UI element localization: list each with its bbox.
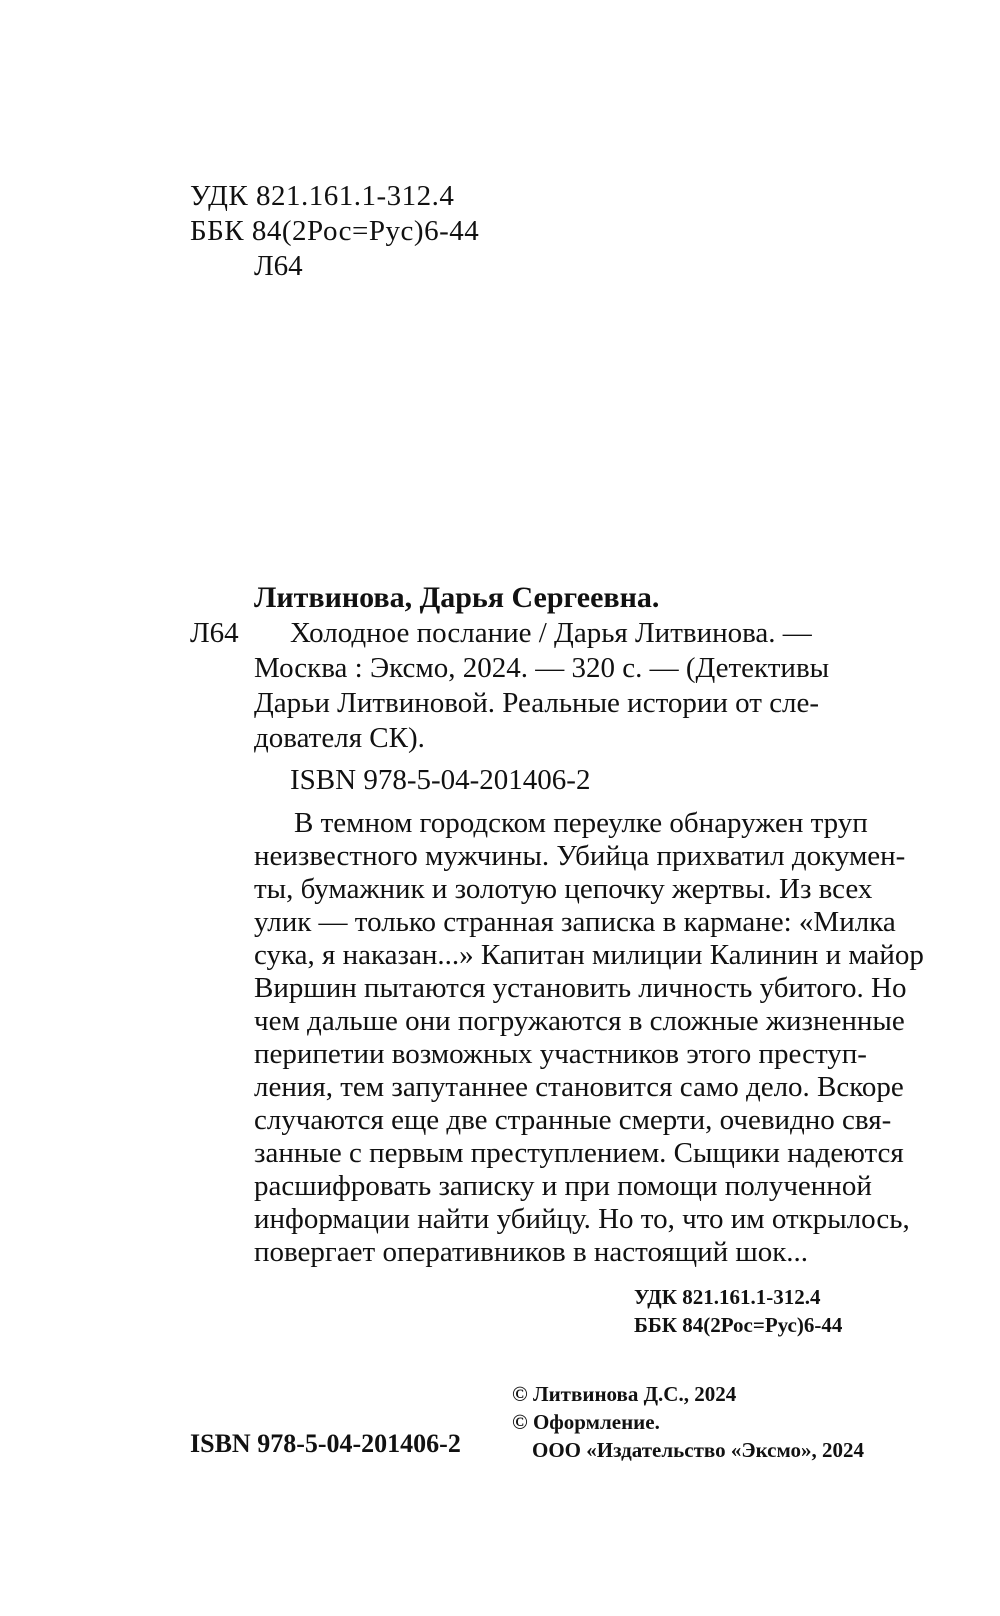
footer-bbk-code: ББК 84(2Рос=Рус)6-44 bbox=[634, 1313, 843, 1337]
copyright-design: © Оформление. bbox=[512, 1410, 660, 1434]
annotation-line: чем дальше они погружаются в сложные жизненные bbox=[254, 1005, 905, 1037]
annotation-line: ты, бумажник и золотую цепочку жертвы. Из всех bbox=[254, 873, 873, 905]
record-title-line-1: Холодное послание / Дарья Литвинова. — bbox=[290, 617, 812, 649]
annotation-line: неизвестного мужчины. Убийца прихватил докумен- bbox=[254, 840, 906, 872]
author-mark: Л64 bbox=[254, 250, 303, 282]
record-isbn: ISBN 978-5-04-201406-2 bbox=[290, 764, 591, 796]
annotation-line: случаются еще две странные смерти, очевидно свя- bbox=[254, 1104, 892, 1136]
record-author-mark: Л64 bbox=[190, 617, 239, 649]
copyright-author: © Литвинова Д.С., 2024 bbox=[512, 1382, 737, 1406]
annotation-line: информации найти убийцу. Но то, что им открылось, bbox=[254, 1203, 910, 1235]
isbn-bottom: ISBN 978-5-04-201406-2 bbox=[190, 1429, 461, 1458]
record-title-line-2: Москва : Эксмо, 2024. — 320 с. — (Детективы bbox=[254, 652, 830, 684]
annotation-line: занные с первым преступлением. Сыщики надеются bbox=[254, 1137, 904, 1169]
record-title-line-3: Дарьи Литвиновой. Реальные истории от сле- bbox=[254, 687, 820, 719]
record-title-line-4: дователя СК). bbox=[254, 722, 425, 754]
annotation-line: расшифровать записку и при помощи полученной bbox=[254, 1170, 872, 1202]
footer-udk-code: УДК 821.161.1-312.4 bbox=[634, 1285, 821, 1309]
bbk-code: ББК 84(2Рос=Рус)6-44 bbox=[190, 215, 480, 247]
annotation-line: сука, я наказан...» Капитан милиции Калинин и майор bbox=[254, 939, 924, 971]
author-heading: Литвинова, Дарья Сергеевна. bbox=[254, 581, 660, 614]
copyright-publisher: ООО «Издательство «Эксмо», 2024 bbox=[532, 1438, 865, 1462]
annotation-line: В темном городском переулке обнаружен труп bbox=[294, 807, 868, 839]
annotation-line: Виршин пытаются установить личность убитого. Но bbox=[254, 972, 907, 1004]
udk-code: УДК 821.161.1-312.4 bbox=[190, 180, 455, 212]
annotation-line: ления, тем запутаннее становится само дело. Вскоре bbox=[254, 1071, 904, 1103]
annotation-line: улик — только странная записка в кармане: «Милка bbox=[254, 906, 896, 938]
annotation-line: повергает оперативников в настоящий шок... bbox=[254, 1236, 809, 1268]
annotation-line: перипетии возможных участников этого преступ- bbox=[254, 1038, 867, 1070]
